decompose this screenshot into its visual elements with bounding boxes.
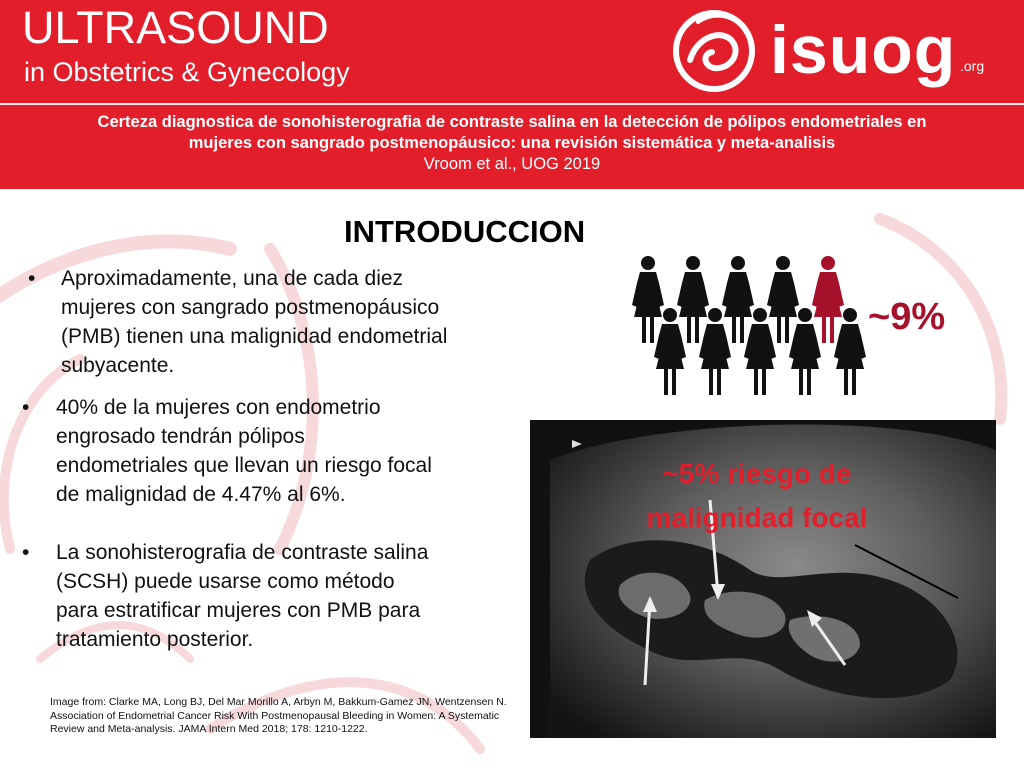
bullet-marker: • xyxy=(22,541,30,564)
women-figures-infographic xyxy=(628,255,878,400)
article-citation: Vroom et al., UOG 2019 xyxy=(423,155,601,173)
bullet-marker: • xyxy=(28,267,36,290)
journal-subtitle: in Obstetrics & Gynecology xyxy=(24,57,350,87)
malignancy-percent-label: ~9% xyxy=(868,296,946,338)
woman-figure-icon xyxy=(677,256,709,343)
woman-figure-icon xyxy=(834,308,866,395)
woman-figure-icon xyxy=(632,256,664,343)
bullet-1 xyxy=(28,264,548,384)
bullet-2 xyxy=(22,393,542,513)
header-divider xyxy=(0,103,1024,105)
bullet-text: Aproximadamente, una de cada diez mujeres con sangrado postmenopáusico (PMB) tienen una malignidad endometrial subyacente. xyxy=(61,267,448,377)
isuog-emblem-icon xyxy=(668,8,760,94)
woman-figure-icon xyxy=(767,256,799,343)
bullet-text: 40% de la mujeres con endometrio engrosado tendrán pólipos endometriales que llevan un riesgo focal de malignidad de 4.47% al 6%. xyxy=(56,396,432,506)
woman-figure-icon xyxy=(812,256,844,343)
woman-figure-icon xyxy=(654,308,686,395)
woman-figure-icon xyxy=(744,308,776,395)
section-title: INTRODUCCION xyxy=(344,214,586,249)
article-title-line1: Certeza diagnostica de sonohisterografia de contraste salina en la detección de pólipos endometriales en xyxy=(97,113,927,131)
ultrasound-risk-label: ~5% riesgo de malignidad focal xyxy=(646,458,868,533)
logo-wordmark: isuog xyxy=(770,12,957,88)
header-top xyxy=(0,0,1024,103)
logo-suffix: .org xyxy=(960,58,985,74)
header-banner xyxy=(0,0,1024,189)
isuog-logo xyxy=(668,6,998,96)
journal-title: ULTRASOUND xyxy=(22,2,329,53)
bullet-text: La sonohisterografia de contraste salina (SCSH) puede usarse como método para estratificar mujeres con PMB para tratamiento posterior. xyxy=(56,541,429,651)
article-title xyxy=(0,112,1024,175)
woman-figure-icon xyxy=(722,256,754,343)
image-reference: Image from: Clarke MA, Long BJ, Del Mar Morillo A, Arbyn M, Bakkum-Gamez JN, Wentzensen N. Association of Endometrial Cancer Risk With Postmenopausal Bleeding in Women: A Systematic Review and Meta-analysis. JAMA Intern Med 2018; 178: 1210-1222. xyxy=(50,696,507,735)
article-title-line2: mujeres con sangrado postmenopáusico: una revisión sistemática y meta-analisis xyxy=(188,134,836,152)
bullet-marker: • xyxy=(22,396,30,419)
woman-figure-icon xyxy=(699,308,731,395)
woman-figure-icon xyxy=(789,308,821,395)
bullet-3 xyxy=(22,538,542,658)
